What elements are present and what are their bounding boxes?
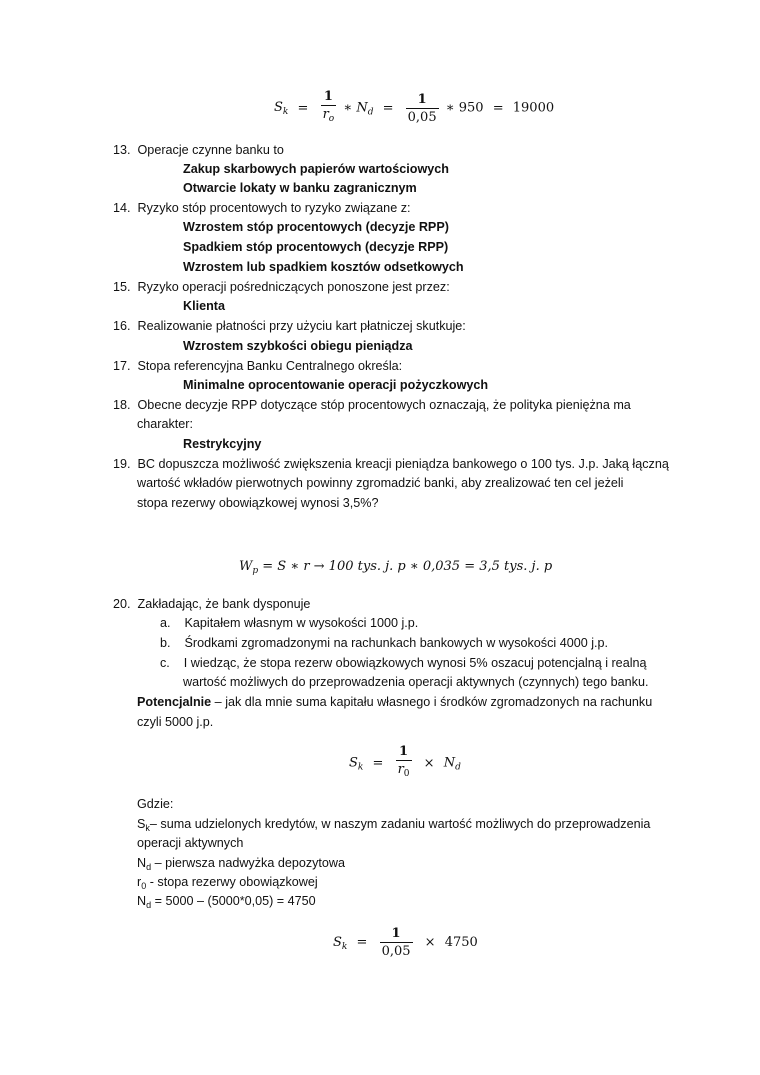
answer-14-3: Wzrostem lub spadkiem kosztów odsetkowych xyxy=(183,260,464,274)
formula-wp: $W_p = S$ ∗ r → 100 tys. j. p ∗ 0,035 = 3,5 tys. j. p xyxy=(239,559,553,576)
potencjalnie-paragraph: Potencjalnie – jak dla mnie suma kapitału własnego i środków zgromadzonych na rachunku xyxy=(137,695,653,709)
def-r0: $r_0$ - stopa rezerwy obowiązkowej xyxy=(137,875,318,891)
question-16: 16. Realizowanie płatności przy użyciu kart płatniczej skutkuje: xyxy=(113,319,466,333)
question-17: 17. Stopa referencyjna Banku Centralnego określa: xyxy=(113,359,403,373)
question-19-cont-1: wartość wkładów pierwotnych powinny zgromadzić banki, aby zrealizować ten cel jeżeli xyxy=(137,476,624,490)
question-15: 15. Ryzyko operacji pośredniczących ponoszone jest przez: xyxy=(113,280,450,294)
answer-15: Klienta xyxy=(183,299,225,313)
question-19: 19. BC dopuszcza możliwość zwiększenia kreacji pieniądza bankowego o 100 tys. J.p. Jaką łączną xyxy=(113,457,669,471)
def-sk: $S_k-$ suma udzielonych kredytów, w naszym zadaniu wartość możliwych do przeprowadzenia xyxy=(137,817,651,833)
question-20: 20. Zakładając, że bank dysponuje xyxy=(113,597,311,611)
answer-17: Minimalne oprocentowanie operacji pożyczkowych xyxy=(183,378,489,392)
potencjalnie-cont: czyli 5000 j.p. xyxy=(137,715,214,729)
q20-item-c-cont: wartość możliwych do przeprowadzenia operacji aktywnych (czynnych) tego banku. xyxy=(183,675,649,689)
question-13: 13. Operacje czynne banku to xyxy=(113,143,284,157)
q20-item-b: b. Środkami zgromadzonymi na rachunkach bankowych w wysokości 4000 j.p. xyxy=(160,636,609,650)
q20-item-c: c. I wiedząc, że stopa rezerw obowiązkowych wynosi 5% oszacuj potencjalną i realną xyxy=(160,656,647,670)
def-nd: $N_d$ – pierwsza nadwyżka depozytowa xyxy=(137,856,346,872)
formula-sk-4750: $S_k$ = $\frac{1}{0,05}$ × 4750 xyxy=(333,926,478,959)
answer-14-1: Wzrostem stóp procentowych (decyzje RPP) xyxy=(183,220,449,234)
formula-sk-general: $S_k$ = $\frac{1}{r_0}$ × $N_d$ xyxy=(349,744,461,779)
answer-16: Wzrostem szybkości obiegu pieniądza xyxy=(183,339,413,353)
answer-14-2: Spadkiem stóp procentowych (decyzje RPP) xyxy=(183,240,449,254)
formula-sk-950: $S_k$ = $\frac{1}{r_o}$ ∗ $N_d$ = $\frac{1}{0,05}$ ∗ 950 = 19000 xyxy=(274,89,555,125)
answer-13-2: Otwarcie lokaty w banku zagranicznym xyxy=(183,181,417,195)
def-sk-cont: operacji aktywnych xyxy=(137,836,244,850)
answer-18: Restrykcyjny xyxy=(183,437,262,451)
gdzie-title: Gdzie: xyxy=(137,797,174,811)
question-19-cont-2: stopa rezerwy obowiązkowej wynosi 3,5%? xyxy=(137,496,379,510)
question-18: 18. Obecne decyzje RPP dotyczące stóp procentowych oznaczają, że polityka pieniężna ma xyxy=(113,398,631,412)
calc-nd: $N_d = 5000 - (5000*0,05) = 4750$ xyxy=(137,894,316,910)
answer-13-1: Zakup skarbowych papierów wartościowych xyxy=(183,162,449,176)
question-18-cont: charakter: xyxy=(137,417,193,431)
question-14: 14. Ryzyko stóp procentowych to ryzyko związane z: xyxy=(113,201,411,215)
q20-item-a: a. Kapitałem własnym w wysokości 1000 j.p. xyxy=(160,616,419,630)
